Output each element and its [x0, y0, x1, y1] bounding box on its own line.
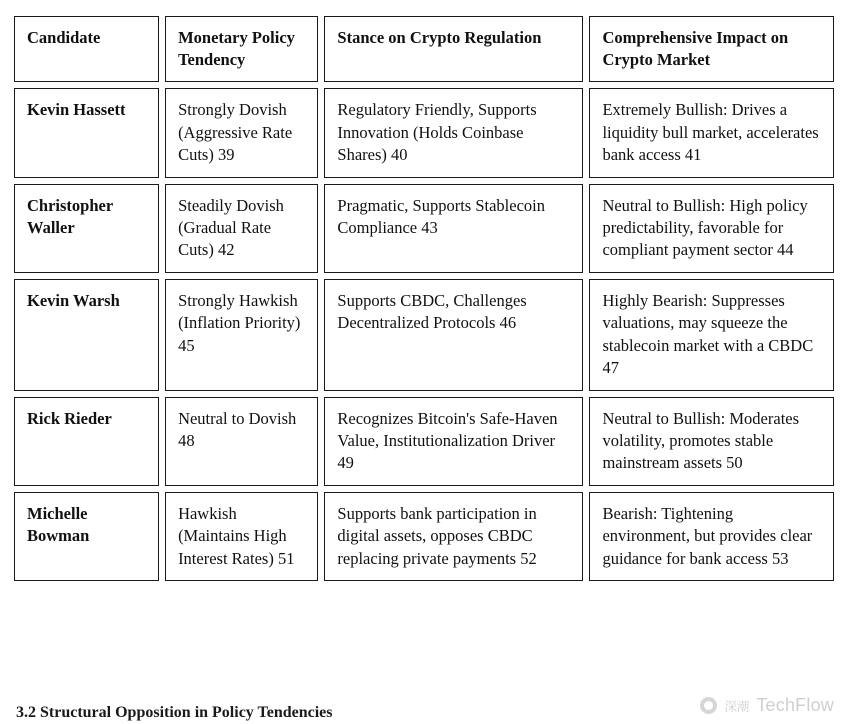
cell-crypto-regulation: Supports bank participation in digital assets, opposes CBDC replacing private payments 52: [324, 492, 583, 581]
table-header-row: [14, 16, 834, 82]
cell-crypto-regulation: Supports CBDC, Challenges Decentralized Protocols 46: [324, 279, 583, 391]
table-body: [14, 88, 834, 581]
cell-candidate-name: Kevin Hassett: [14, 88, 159, 177]
cell-candidate-name: Christopher Waller: [14, 184, 159, 273]
table-row: [14, 279, 834, 391]
cell-monetary-policy: Steadily Dovish (Gradual Rate Cuts) 42: [165, 184, 318, 273]
cell-market-impact: Bearish: Tightening environment, but provides clear guidance for bank access 53: [589, 492, 834, 581]
cell-crypto-regulation: Pragmatic, Supports Stablecoin Compliance 43: [324, 184, 583, 273]
cell-crypto-regulation: Regulatory Friendly, Supports Innovation (Holds Coinbase Shares) 40: [324, 88, 583, 177]
cell-monetary-policy: Strongly Dovish (Aggressive Rate Cuts) 39: [165, 88, 318, 177]
cell-monetary-policy: Strongly Hawkish (Inflation Priority) 45: [165, 279, 318, 391]
section-heading: 3.2 Structural Opposition in Policy Tendencies: [16, 704, 333, 721]
column-header-candidate: Candidate: [14, 16, 159, 82]
cell-market-impact: Neutral to Bullish: Moderates volatility, promotes stable mainstream assets 50: [589, 397, 834, 486]
cell-market-impact: Extremely Bullish: Drives a liquidity bull market, accelerates bank access 41: [589, 88, 834, 177]
cell-crypto-regulation: Recognizes Bitcoin's Safe-Haven Value, Institutionalization Driver 49: [324, 397, 583, 486]
cell-candidate-name: Michelle Bowman: [14, 492, 159, 581]
table-row: [14, 184, 834, 273]
table-row: [14, 492, 834, 581]
watermark: [700, 695, 834, 716]
column-header-market-impact: Comprehensive Impact on Crypto Market: [589, 16, 834, 82]
column-header-monetary-policy: Monetary Policy Tendency: [165, 16, 318, 82]
cell-candidate-name: Kevin Warsh: [14, 279, 159, 391]
circle-logo-icon: [700, 697, 717, 714]
candidate-comparison-table: [8, 10, 840, 587]
cell-market-impact: Neutral to Bullish: High policy predictability, favorable for compliant payment sector 44: [589, 184, 834, 273]
page-top-margin: [0, 0, 850, 10]
cell-monetary-policy: Neutral to Dovish 48: [165, 397, 318, 486]
table-row: [14, 88, 834, 177]
watermark-label-cn: 深潮: [724, 698, 750, 714]
cell-monetary-policy: Hawkish (Maintains High Interest Rates) 51: [165, 492, 318, 581]
watermark-label-en: TechFlow: [756, 695, 834, 715]
cell-market-impact: Highly Bearish: Suppresses valuations, may squeeze the stablecoin market with a CBDC 47: [589, 279, 834, 391]
column-header-crypto-regulation: Stance on Crypto Regulation: [324, 16, 583, 82]
cell-candidate-name: Rick Rieder: [14, 397, 159, 486]
table-row: [14, 397, 834, 486]
